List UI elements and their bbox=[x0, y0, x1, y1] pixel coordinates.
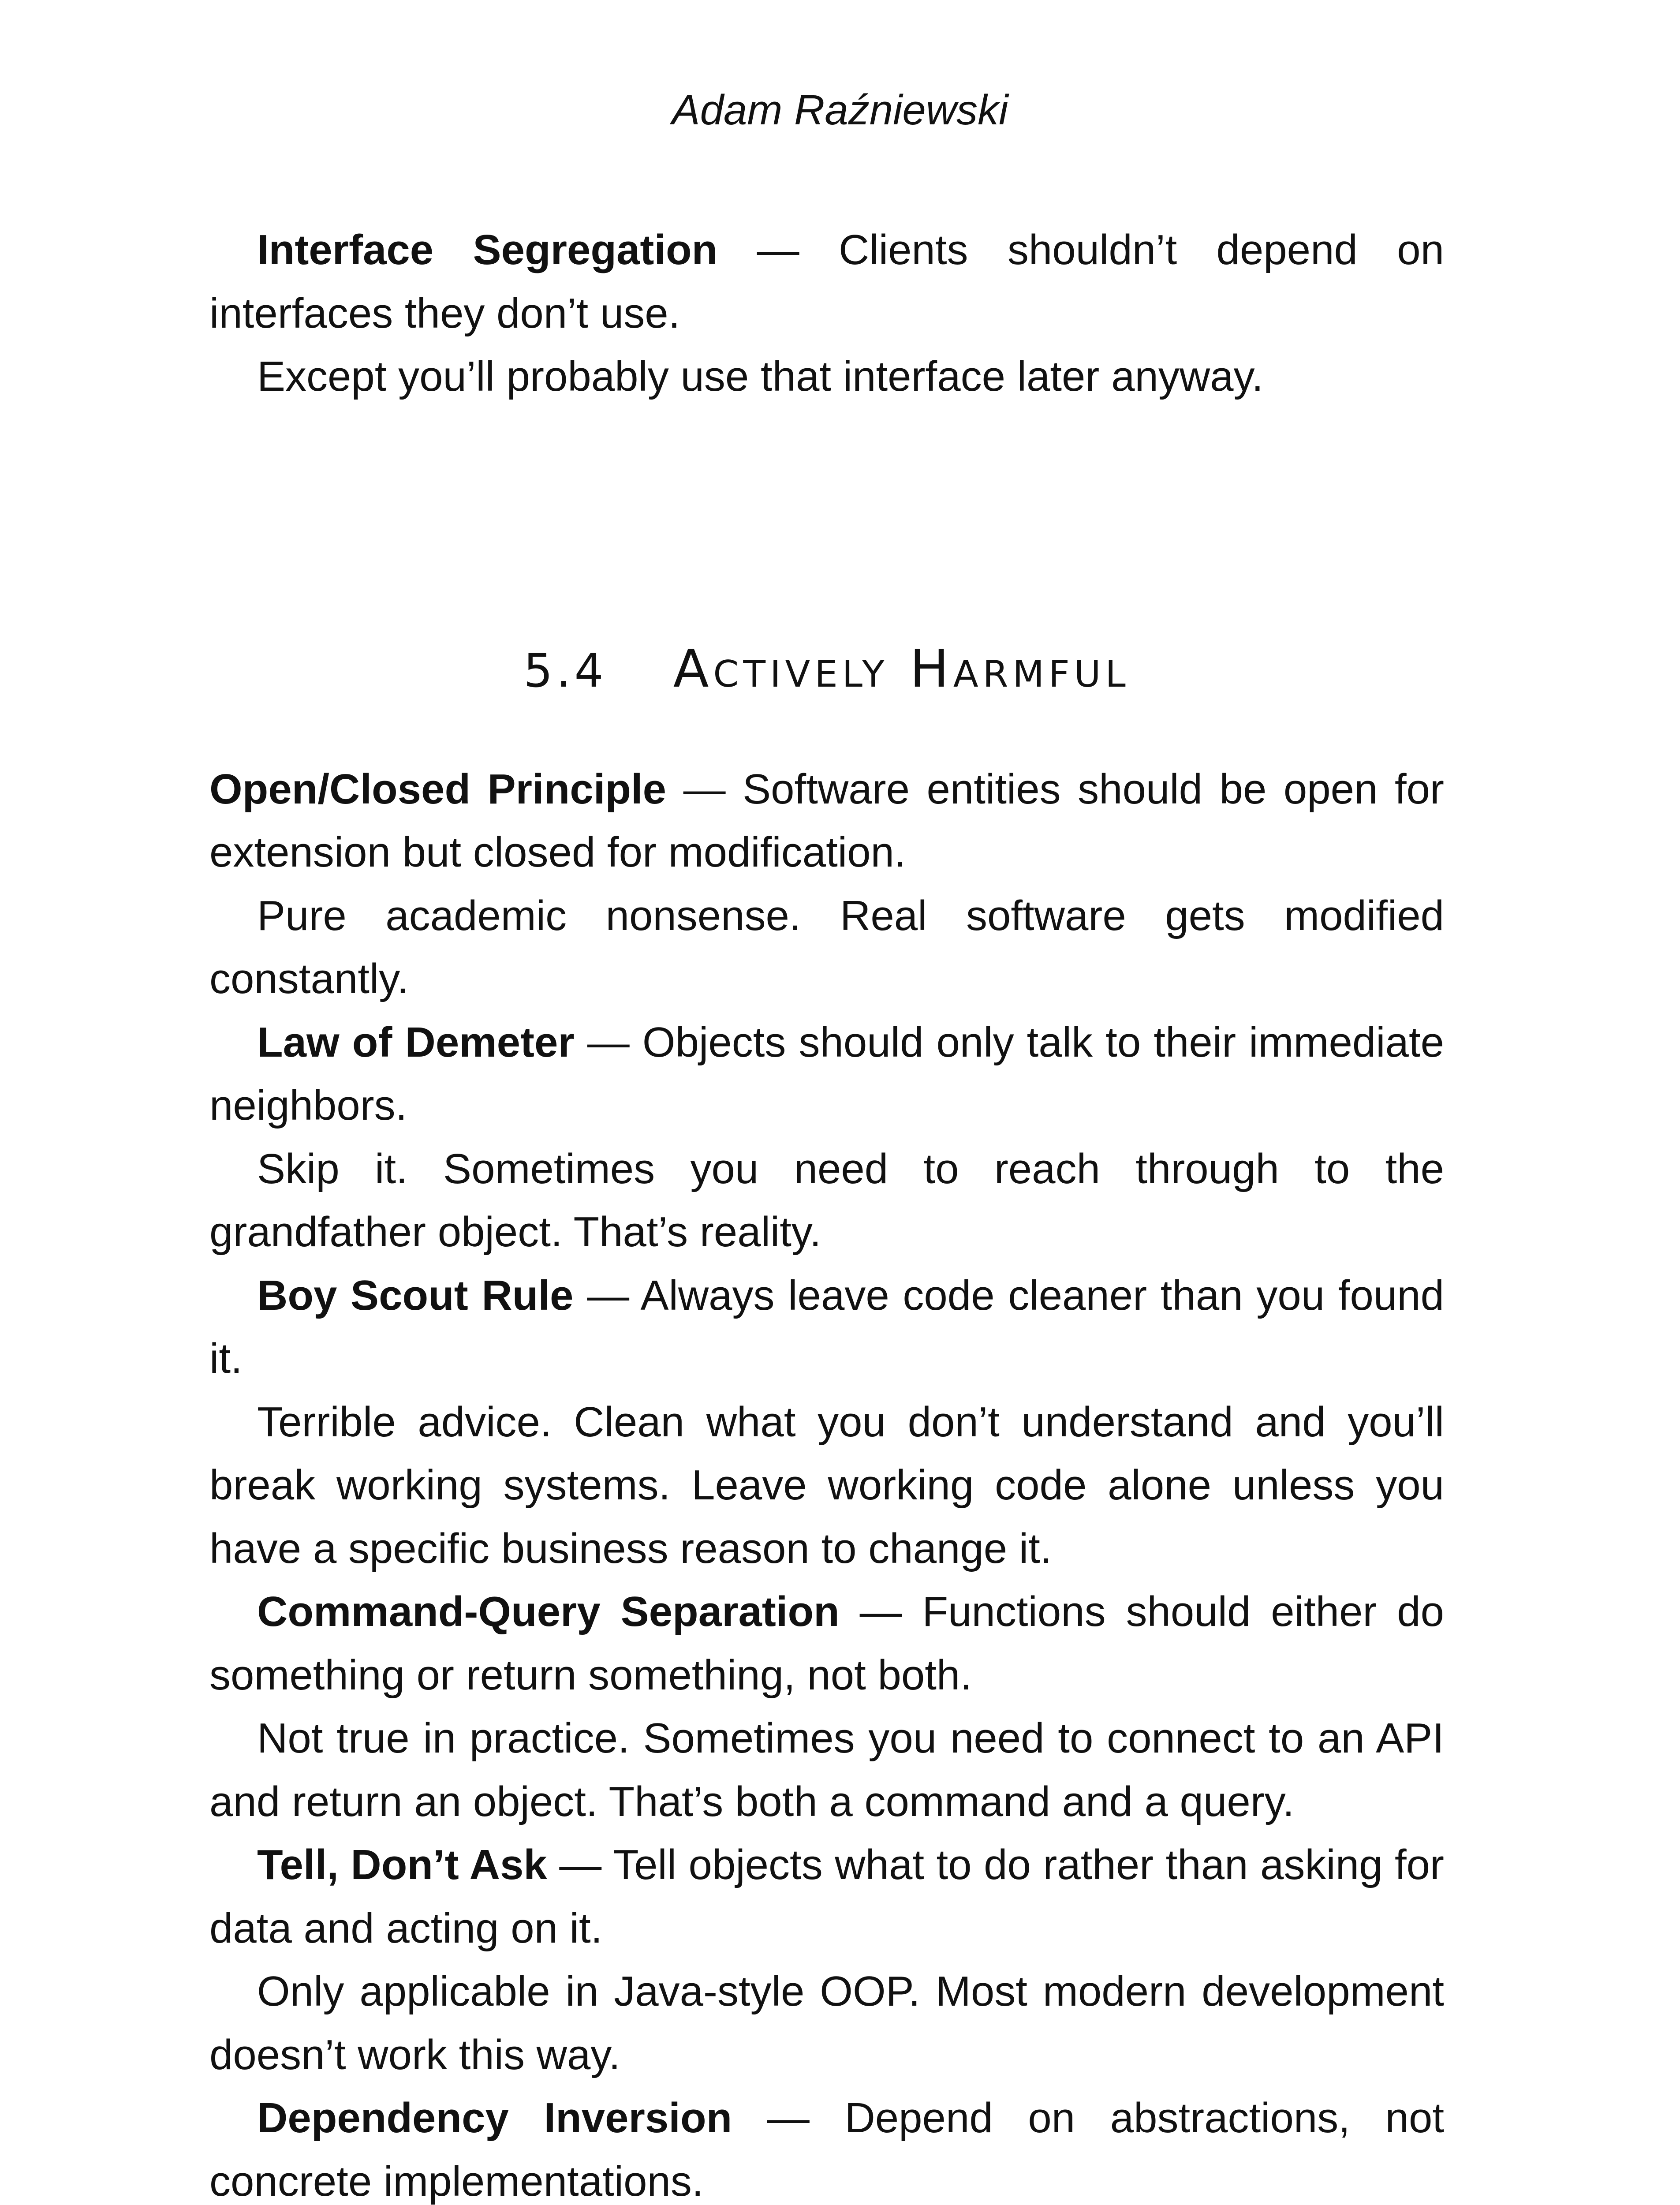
principle-definition bbox=[209, 1011, 1444, 1137]
principle-term: Command-Query Separation bbox=[257, 1588, 840, 1635]
principle-comment: Pure academic nonsense. Real software gets modified constantly. bbox=[209, 892, 1444, 1002]
section-number: 5.4 bbox=[523, 643, 607, 698]
principle-term: Boy Scout Rule bbox=[257, 1271, 574, 1319]
principle-definition bbox=[209, 758, 1444, 884]
principle-definition-text: — Functions should either do something or return something, not both. bbox=[209, 1588, 1445, 1699]
principle-comment: Terrible advice. Clean what you don’t understand and you’ll break working systems. Leave working code alone unless you have a specific business reason to change it. bbox=[209, 1398, 1444, 1572]
principle-term: Tell, Don’t Ask bbox=[257, 1841, 547, 1888]
principle-comment: Except you’ll probably use that interface later anyway. bbox=[257, 353, 1264, 400]
principle-definition bbox=[209, 1833, 1444, 1960]
principle-definition bbox=[209, 2086, 1444, 2205]
principle-definition-text: — Objects should only talk to their immediate neighbors. bbox=[209, 1018, 1444, 1129]
principle-term: Interface Segregation bbox=[257, 226, 718, 273]
principle-comment: Skip it. Sometimes you need to reach through to the grandfather object. That’s reality. bbox=[209, 1145, 1444, 1256]
page-body bbox=[209, 218, 1444, 2205]
principle-comment: Not true in practice. Sometimes you need to connect to an API and return an object. That’s both a command and a query. bbox=[209, 1715, 1444, 1825]
principle-definition bbox=[209, 1580, 1444, 1707]
principle-definition-text: — Clients shouldn’t depend on interfaces they don’t use. bbox=[209, 226, 1445, 337]
principle-comment: Only applicable in Java-style OOP. Most modern development doesn’t work this way. bbox=[209, 1968, 1444, 2078]
principle-term: Dependency Inversion bbox=[257, 2094, 732, 2141]
section-heading bbox=[209, 408, 1444, 699]
principle-definition bbox=[209, 218, 1444, 345]
section-title: Actively Harmful bbox=[673, 638, 1130, 699]
principle-definition-text: — Depend on abstractions, not concrete implementations. bbox=[209, 2094, 1445, 2205]
running-head-author: Adam Raźniewski bbox=[672, 86, 1008, 134]
principle-definition-text: — Software entities should be open for extension but closed for modification. bbox=[209, 765, 1445, 876]
principle-term: Open/Closed Principle bbox=[209, 765, 667, 813]
principle-definition-text: — Always leave code cleaner than you found it. bbox=[209, 1271, 1445, 1382]
principle-term: Law of Demeter bbox=[257, 1018, 575, 1066]
principle-definition-text: — Tell objects what to do rather than asking for data and acting on it. bbox=[209, 1841, 1445, 1952]
principle-definition bbox=[209, 1264, 1444, 1390]
